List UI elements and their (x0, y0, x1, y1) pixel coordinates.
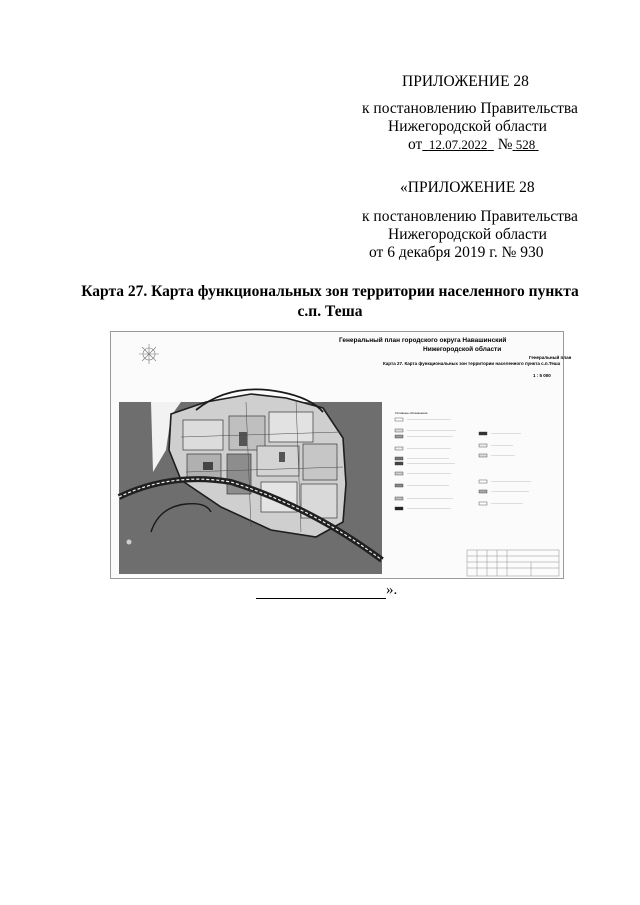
map-header-line1: Генеральный план городского округа Навашинский (339, 337, 507, 344)
document-title-line2: с.п. Теша (297, 303, 363, 320)
legend-title: Условные обозначения (395, 411, 428, 415)
closing-line (256, 582, 397, 599)
legend (395, 418, 531, 510)
appendix-line1: к постановлению Правительства (362, 100, 578, 117)
original-appendix-line3: от 6 декабря 2019 г. № 930 (369, 244, 544, 261)
appendix-number: 528 (515, 137, 536, 152)
functional-zones-map (110, 331, 572, 579)
appendix-line2: Нижегородской области (388, 118, 547, 135)
number-prefix: № (497, 136, 513, 153)
compass-icon (139, 344, 159, 364)
appendix-date: 12.07.2022 (428, 137, 488, 152)
small-pond (127, 540, 132, 545)
map-subheader1: Генеральный план (529, 355, 572, 360)
original-appendix-title: «ПРИЛОЖЕНИЕ 28 (400, 179, 535, 196)
map-scale: 1 : 5 000 (533, 373, 551, 378)
map-graphic (111, 332, 563, 578)
map-header-line2: Нижегородской области (423, 346, 502, 353)
appendix-date-line (408, 135, 539, 154)
original-appendix-line2: Нижегородской области (388, 226, 547, 243)
blank-underline (256, 584, 386, 599)
original-appendix-line1: к постановлению Правительства (362, 208, 578, 225)
document-title-line1: Карта 27. Карта функциональных зон территории населенного пункта (81, 283, 579, 300)
date-prefix: от (408, 136, 423, 153)
closing-quote: ». (386, 582, 398, 598)
appendix-title: ПРИЛОЖЕНИЕ 28 (402, 73, 529, 90)
title-block-stamp (467, 550, 559, 576)
document-title (60, 282, 600, 322)
map-subheader2: Карта 27. Карта функциональных зон территории населенного пункта с.п.Теша (383, 361, 561, 366)
